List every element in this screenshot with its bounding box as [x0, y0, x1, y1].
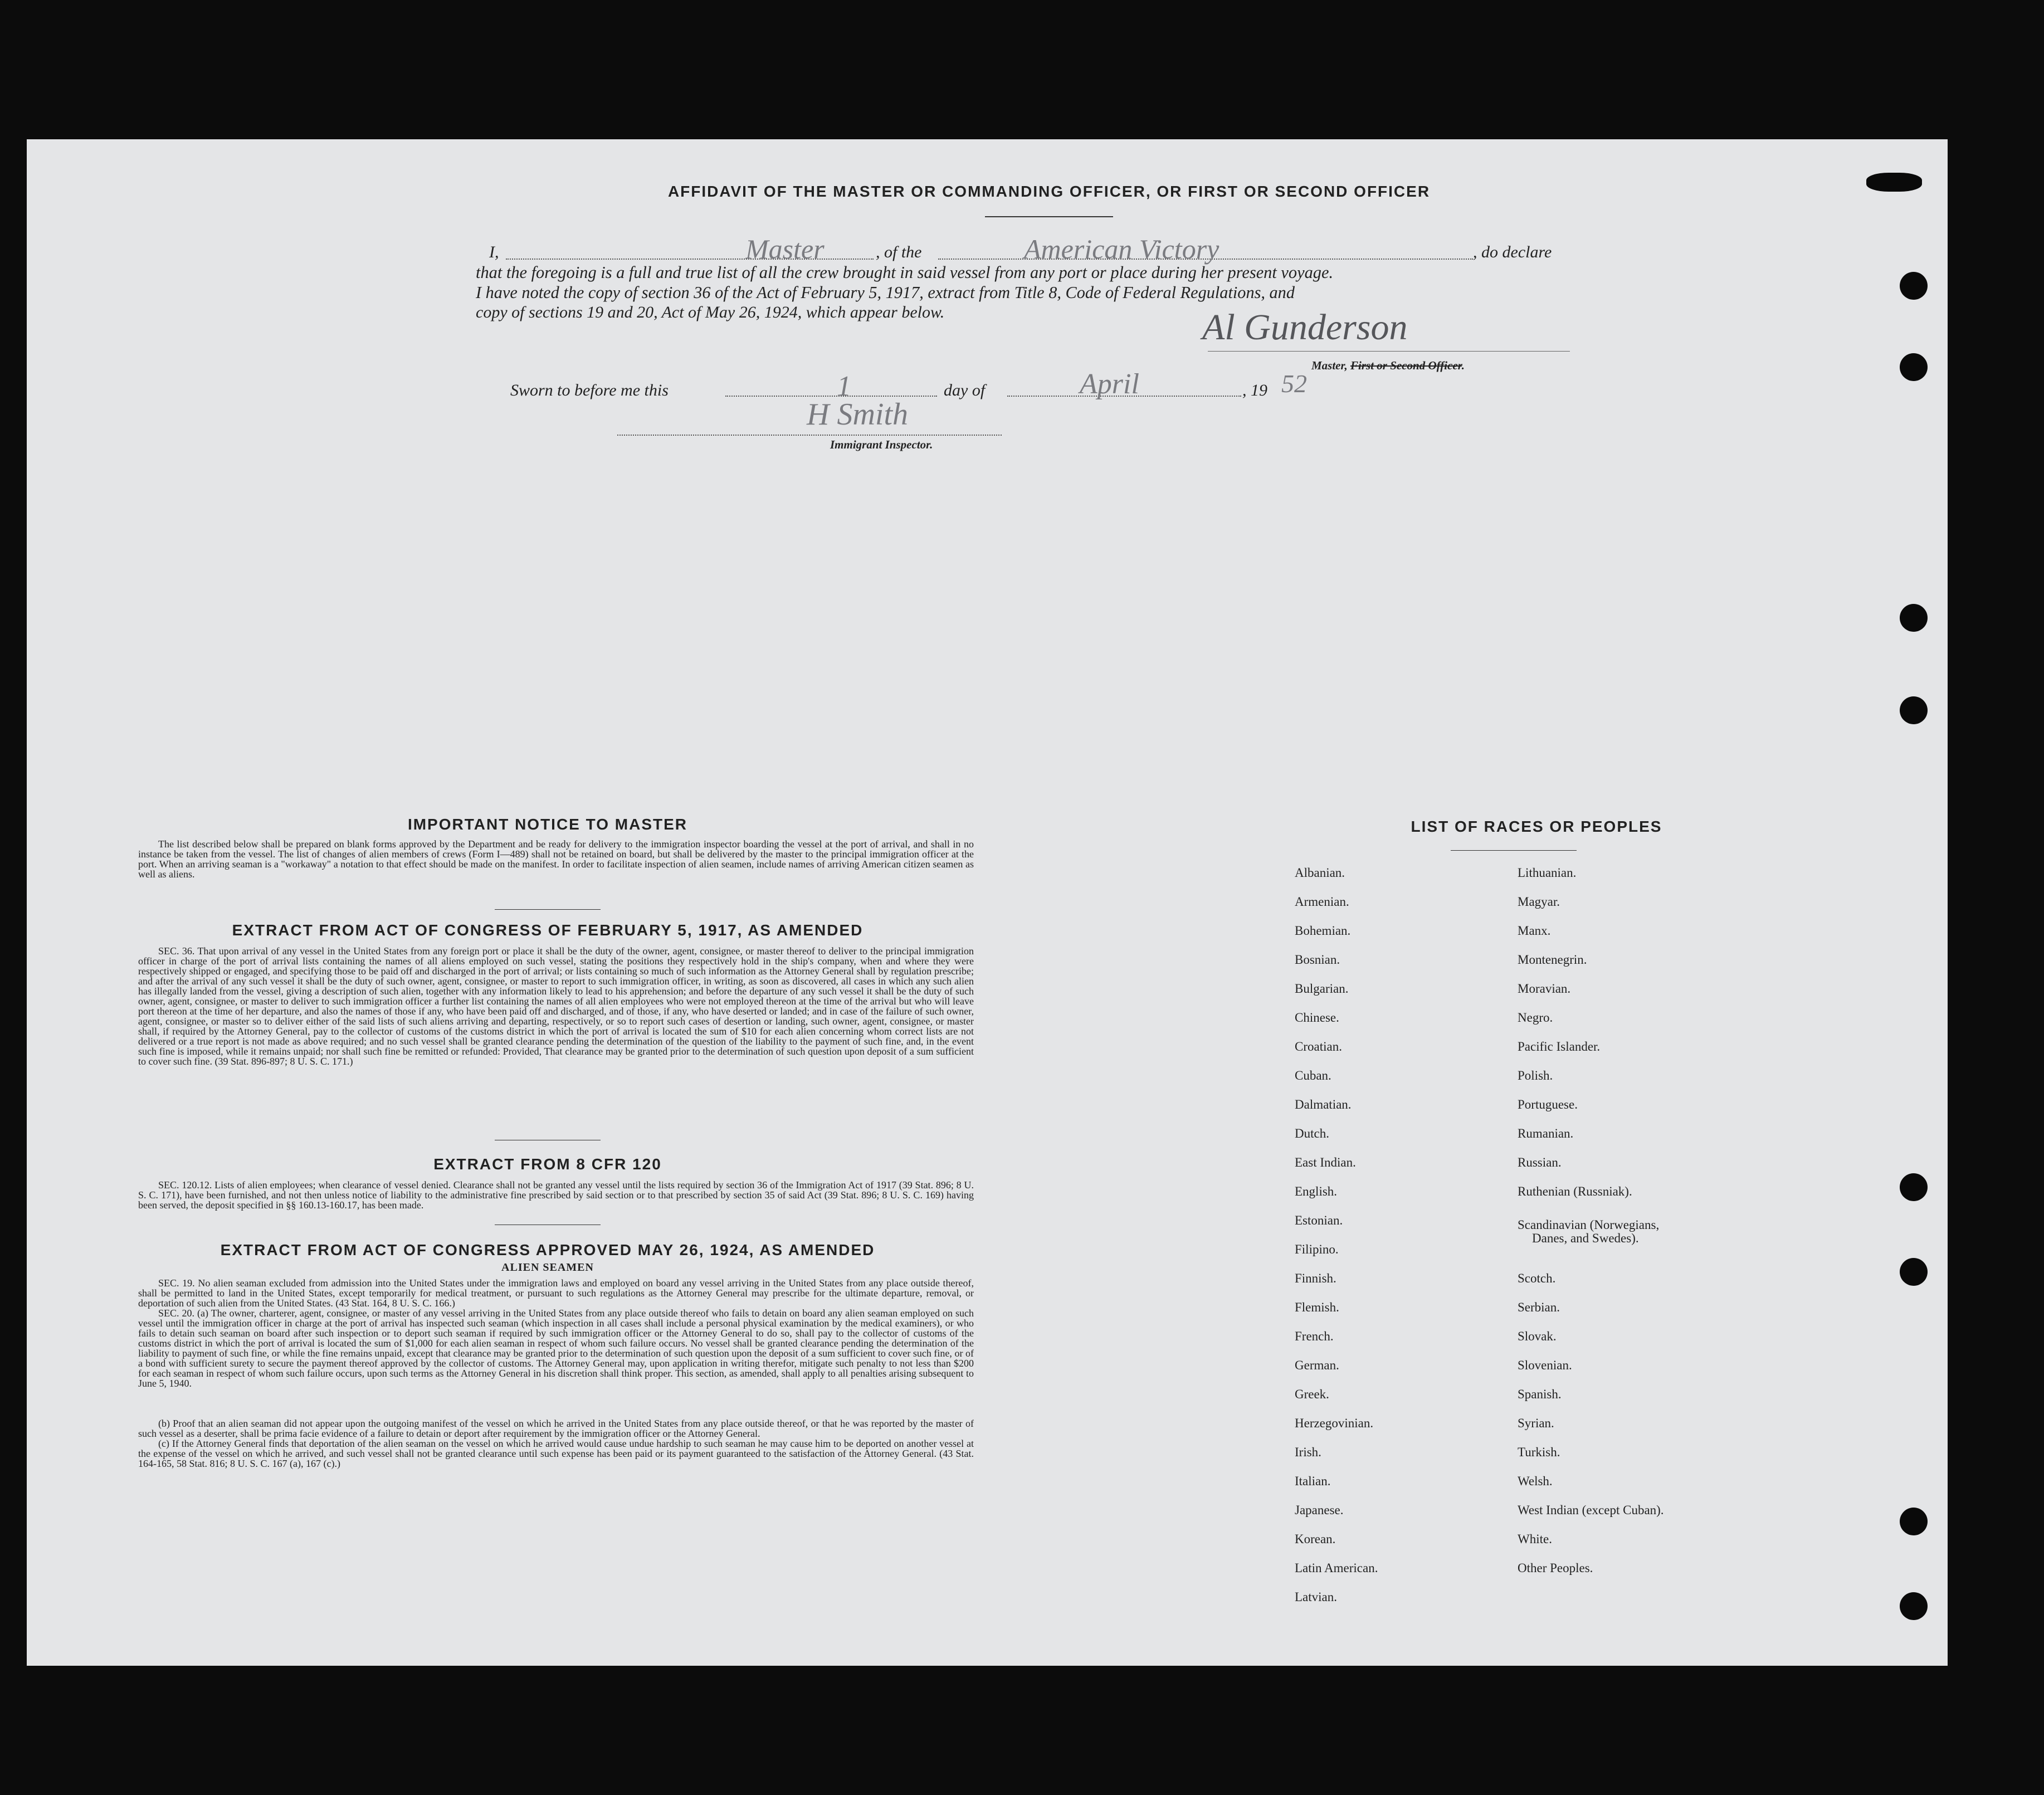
- race-item: Italian.: [1295, 1474, 1331, 1488]
- race-item: Dutch.: [1295, 1126, 1329, 1140]
- race-item: Pacific Islander.: [1518, 1040, 1601, 1053]
- caption-struck-officer: First or Second Officer: [1350, 359, 1462, 372]
- day-of-label: day of: [944, 381, 986, 399]
- race-item: Flemish.: [1295, 1300, 1339, 1314]
- race-item: Rumanian.: [1518, 1126, 1574, 1140]
- race-item: Spanish.: [1518, 1387, 1562, 1401]
- race-item: Scotch.: [1518, 1271, 1556, 1285]
- punch-hole: [1900, 604, 1928, 632]
- race-item: Greek.: [1295, 1387, 1329, 1401]
- inspector-signature-line: [617, 435, 1002, 436]
- race-item: Latin American.: [1295, 1561, 1378, 1575]
- affidavit-declare-label: , do declare: [1473, 243, 1552, 261]
- divider: [495, 909, 601, 910]
- cfr-title: EXTRACT FROM 8 CFR 120: [433, 1155, 662, 1173]
- caption-master: Master,: [1311, 359, 1348, 372]
- sec-20b-text: (b) Proof that an alien seaman did not appear upon the outgoing manifest of the vessel on which he arrived in the United States from any place outside thereof, or that he was reported by the master of such vessel as a deserter, shall be prima facie evidence of a failure to detain or deport after requirement by the immigration officer or the Attorney General.: [138, 1418, 974, 1439]
- race-item: Negro.: [1518, 1011, 1553, 1025]
- race-item: Turkish.: [1518, 1445, 1560, 1459]
- affidavit-line-4: copy of sections 19 and 20, Act of May 26, 1924, which appear below.: [476, 303, 945, 321]
- race-item: Croatian.: [1295, 1040, 1342, 1053]
- race-item: Slovenian.: [1518, 1358, 1572, 1372]
- punch-hole: [1900, 1173, 1928, 1201]
- race-item: Polish.: [1518, 1069, 1553, 1082]
- race-item: Ruthenian (Russniak).: [1518, 1184, 1632, 1198]
- race-item: Bosnian.: [1295, 953, 1340, 967]
- handwritten-year: 52: [1281, 369, 1307, 398]
- notice-text: The list described below shall be prepared on blank forms approved by the Department and be ready for delivery to the immigration inspector boarding the vessel at the port of arrival, and shall in no instance be taken from the vessel. The list of changes of alien members of crews (Form I—489) shall not be retained on board, but shall be delivered by the master to the principal immigration officer at the port. When an arriving seaman is a "workaway" a notation to that effect should be made on the manifest. In order to facilitate inspection of alien seamen, include names of arriving American citizen seamen as well as aliens.: [138, 838, 974, 880]
- race-item: Estonian.: [1295, 1213, 1343, 1227]
- race-item: Latvian.: [1295, 1590, 1337, 1604]
- punch-hole: [1900, 696, 1928, 724]
- race-item: Bulgarian.: [1295, 982, 1349, 996]
- handwritten-vessel: American Victory: [1024, 233, 1219, 265]
- race-item: Manx.: [1518, 924, 1551, 938]
- race-item: Moravian.: [1518, 982, 1571, 996]
- punch-hole: [1900, 1508, 1928, 1535]
- sec-20c-text: (c) If the Attorney General finds that deportation of the alien seaman on the vessel on which he arrived would cause undue hardship to such seaman he may cause him to be deported on another vessel at the expense of the vessel on which he arrived, and such vessel shall not be granted clearance until such expense has been paid or its payment guaranteed to the satisfaction of the Attorney General. (43 Stat. 164-165, 58 Stat. 816; 8 U. S. C. 167 (a), 167 (c).): [138, 1438, 974, 1469]
- handwritten-day: 1: [837, 370, 851, 402]
- cfr-text: SEC. 120.12. Lists of alien employees; when clearance of vessel denied. Clearance shall not be granted any vessel until the lists required by section 36 of the Immigration Act of 1917 (39 Stat. 896; 8 U. S. C. 171), have been furnished, and not then unless notice of liability to the administrative fine prescribed by said section or to that prescribed by section 35 of said Act (39 Stat. 896; 8 U. S. C. 169) having been served, the deposit specified in §§ 160.13-160.17, has been made.: [138, 1179, 974, 1211]
- race-item: Scandinavian (Norwegians,: [1518, 1218, 1660, 1232]
- race-item: Herzegovinian.: [1295, 1416, 1374, 1430]
- race-item: German.: [1295, 1358, 1339, 1372]
- extract-1917-text: SEC. 36. That upon arrival of any vessel in the United States from any foreign port or place it shall be the duty of the owner, agent, consignee, or master thereof to deliver to the principal immigration officer in charge of the port of arrival lists containing the names of all aliens employed on such vessel, stating the positions they respectively hold in the ship's company, when and where they were respectively shipped or engaged, and specifying those to be paid off and discharged in the port of arrival; or lists containing so much of such information as the Attorney General shall by regulation prescribe; and after the arrival of any such vessel it shall be the duty of such owner, agent, consignee, or master to report to such immigration officer, in writing, as soon as discovered, all cases in which any such alien has illegally landed from the vessel, giving a description of such alien, together with any information likely to lead to his apprehension; and before the departure of any such vessel it shall be the duty of such owner, agent, consignee, or master to deliver to such immigration officer a further list containing the names of all alien employees who were not employed thereon at the time of the arrival but who will leave port thereon at the time of her departure, and also the names of those if any, who have been paid off and discharged, and of those, if any, who have deserted or landed; and in case of the failure of such owner, agent, consignee, or master so to deliver either of the said lists of such aliens arriving and departing, respectively, or so to report such cases of desertion or landing, such owner, agent, consignee, or master shall, if required by the Attorney General, pay to the collector of customs of the customs district in which the port of arrival is located the sum of $10 for each alien concerning whom correct lists are not delivered or a true report is not made as above required; and no such vessel shall be granted clearance pending the determination of the question of the liability to the payment of such fine, and, in the event such fine is imposed, while it remains unpaid; nor shall such fine be remitted or refunded: Provided, That clearance may be granted prior to the determination of such question upon deposit of a sum sufficient to cover such fine. (39 Stat. 896-897; 8 U. S. C. 171.): [138, 945, 974, 1067]
- race-item: Japanese.: [1295, 1503, 1344, 1517]
- race-item: Russian.: [1518, 1155, 1562, 1169]
- races-title: LIST OF RACES OR PEOPLES: [1411, 818, 1662, 835]
- race-item: Finnish.: [1295, 1271, 1336, 1285]
- handwritten-name: Master: [745, 233, 825, 265]
- affidavit-line-2: that the foregoing is a full and true list of all the crew brought in said vessel from any port or place during her present voyage.: [476, 263, 1334, 282]
- handwritten-month: April: [1080, 368, 1139, 400]
- affidavit-title: AFFIDAVIT OF THE MASTER OR COMMANDING OFFICER, OR FIRST OR SECOND OFFICER: [667, 183, 1431, 200]
- race-item: Armenian.: [1295, 895, 1349, 909]
- signature-caption: [1311, 359, 1465, 373]
- punch-hole: [1900, 1258, 1928, 1286]
- race-item: Montenegrin.: [1518, 953, 1587, 967]
- race-item: English.: [1295, 1184, 1338, 1198]
- caption-period: .: [1461, 359, 1465, 372]
- document-page: [27, 139, 1948, 1666]
- punch-hole: [1900, 353, 1928, 381]
- notice-title: IMPORTANT NOTICE TO MASTER: [407, 816, 688, 833]
- race-item-continuation: Danes, and Swedes).: [1532, 1231, 1639, 1245]
- inspector-caption: Immigrant Inspector.: [830, 438, 933, 451]
- race-item: Other Peoples.: [1518, 1561, 1593, 1575]
- title-rule: [985, 216, 1113, 217]
- affidavit-i-label: I,: [489, 243, 499, 261]
- sec-19-text: SEC. 19. No alien seaman excluded from admission into the United States under the immigration laws and employed on board any vessel arriving in the United States from any place outside thereof, shall be permitted to land in the United States, except temporarily for medical treatment, or pursuant to such regulations as the Attorney General may prescribe for the ultimate departure, removal, or deportation of such alien from the United States. (43 Stat. 164, 8 U. S. C. 166.): [138, 1277, 974, 1309]
- alien-seamen-subtitle: ALIEN SEAMEN: [501, 1261, 594, 1274]
- affidavit-of-the-label: , of the: [876, 243, 922, 261]
- year-prefix-label: , 19: [1242, 381, 1267, 399]
- inspector-signature: H Smith: [807, 397, 908, 432]
- punch-hole: [1900, 272, 1928, 300]
- extract-1917-title: EXTRACT FROM ACT OF CONGRESS OF FEBRUARY 5, 1917, AS AMENDED: [232, 921, 864, 939]
- race-item: Irish.: [1295, 1445, 1321, 1459]
- race-item: Serbian.: [1518, 1300, 1560, 1314]
- master-signature: Al Gunderson: [1202, 307, 1408, 348]
- sworn-label: Sworn to before me this: [510, 381, 669, 399]
- race-item: Syrian.: [1518, 1416, 1554, 1430]
- race-item: White.: [1518, 1532, 1552, 1546]
- race-item: Bohemian.: [1295, 924, 1351, 938]
- race-item: Slovak.: [1518, 1329, 1557, 1343]
- race-item: Welsh.: [1518, 1474, 1553, 1488]
- race-item: Cuban.: [1295, 1069, 1331, 1082]
- sec-20a-text: SEC. 20. (a) The owner, charterer, agent, consignee, or master of any vessel arriving in the United States from any place outside thereof who fails to detain on board any alien seaman employed on such vessel until the immigration officer in charge at the port of arrival has inspected such seaman (which inspection in all cases shall include a personal physical examination by the medical examiners), or who fails to detain such seaman on board after such inspection or to deport such seaman if required by such immigration officer or the Attorney General to do so, shall pay to the collector of customs of the customs district in which the port of arrival is located the sum of $1,000 for each alien seaman in respect of whom such failure occurs. No vessel shall be granted clearance pending the determination of the liability to payment of such fine, or while the fine remains unpaid, except that clearance may be granted prior to the determination of such question upon the deposit of a sum sufficient to cover such fine, or of a bond with sufficient surety to secure the payment thereof approved by the collector of customs. The Attorney General may, upon application in writing therefor, mitigate such penalty to not less than $200 for each seaman in respect of whom such failure occurs, upon such terms as the Attorney General in his discretion shall think proper. This section, as amended, shall apply to all penalties arising subsequent to June 5, 1940.: [138, 1308, 974, 1389]
- race-item: Korean.: [1295, 1532, 1336, 1546]
- race-item: Portuguese.: [1518, 1098, 1578, 1111]
- race-item: Filipino.: [1295, 1242, 1339, 1256]
- extract-1924-title: EXTRACT FROM ACT OF CONGRESS APPROVED MAY 26, 1924, AS AMENDED: [220, 1241, 875, 1259]
- race-item: Lithuanian.: [1518, 866, 1577, 880]
- race-item: Dalmatian.: [1295, 1098, 1352, 1111]
- race-item: Magyar.: [1518, 895, 1560, 909]
- ink-blot: [1866, 173, 1922, 192]
- affidavit-line-3: I have noted the copy of section 36 of the Act of February 5, 1917, extract from Title 8, Code of Federal Regulations, and: [476, 283, 1295, 302]
- punch-hole: [1900, 1592, 1928, 1620]
- race-item: West Indian (except Cuban).: [1518, 1503, 1664, 1517]
- race-item: French.: [1295, 1329, 1334, 1343]
- signature-line: [1208, 351, 1570, 352]
- race-item: Chinese.: [1295, 1011, 1339, 1025]
- race-item: East Indian.: [1295, 1155, 1356, 1169]
- races-title-rule: [1451, 850, 1577, 851]
- race-item: Albanian.: [1295, 866, 1345, 880]
